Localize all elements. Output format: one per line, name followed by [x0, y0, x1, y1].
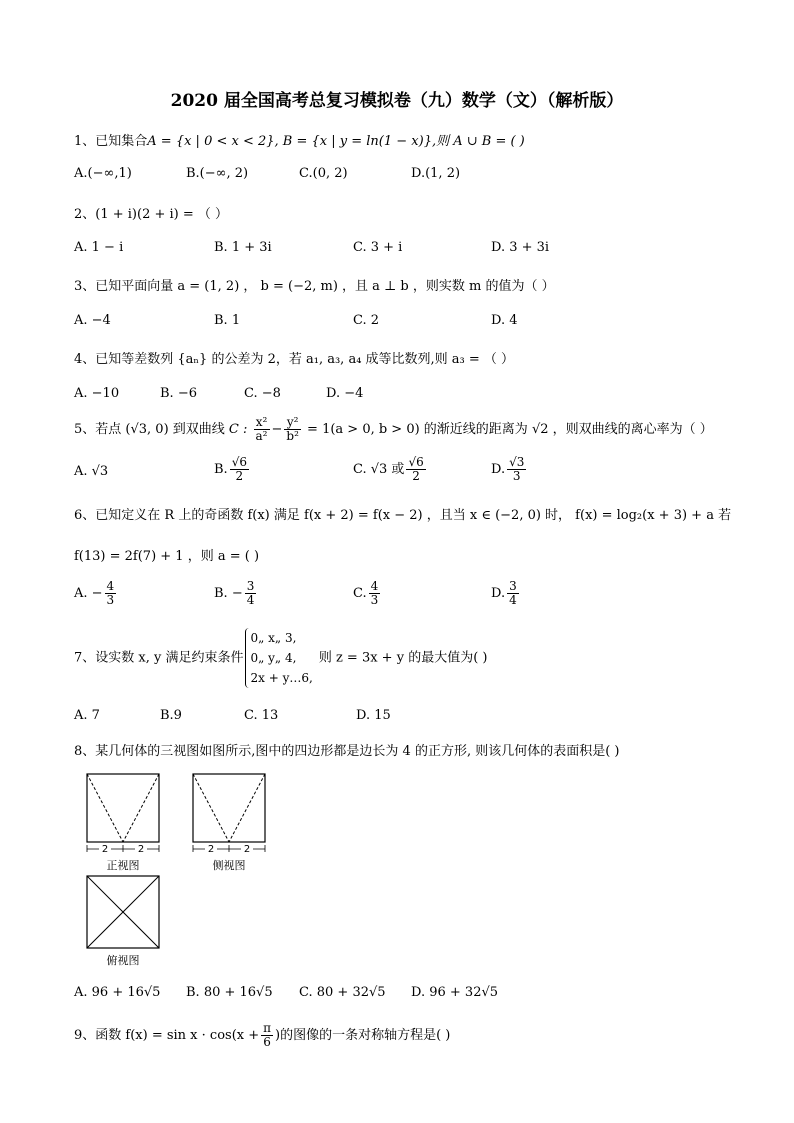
option-c-fraction: [369, 580, 381, 607]
option-d-num: √3: [509, 455, 525, 469]
side-dim-left: 2: [207, 844, 215, 852]
option-c: [353, 580, 382, 607]
question-1-prefix: 1、已知集合: [74, 134, 148, 149]
constraint-2: 0„ y„ 4,: [250, 651, 297, 665]
option-c-label: C. √3 或: [353, 462, 405, 477]
option-d: D.(1, 2): [411, 166, 461, 181]
question-5: 5、若点 (√3, 0) 到双曲线 C : $\frac{\text{x²}}{\text{a²}}$ − $\frac{\text{y²}}{\text{b²}}$ = 1(a > 0, b > 0) 的渐近线的距离为 √2 ，则双曲线的离心率为（ ）: [74, 415, 713, 443]
option-a: A. 96 + 16√5: [74, 985, 161, 1000]
option-a: A.(−∞,1): [74, 166, 132, 181]
constraint-1: 0„ x„ 3,: [250, 631, 297, 645]
front-view-diagram: [84, 772, 164, 852]
question-3: 3、已知平面向量 a = (1, 2) ， b = (−2, m) ，且 a ⊥ b ，则实数 m 的值为（ ）: [74, 279, 555, 294]
option-c: C. 3 + i: [353, 240, 403, 255]
top-view-diagram: [84, 874, 164, 950]
option-d-den: 4: [509, 593, 517, 607]
option-b-fraction: [245, 580, 257, 607]
side-view-caption: 侧视图: [212, 859, 246, 872]
option-d-num: 3: [509, 579, 517, 593]
option-b: B. 80 + 16√5: [186, 985, 273, 1000]
option-c: C.(0, 2): [299, 166, 348, 181]
option-a-label: A. −: [74, 586, 103, 601]
option-d: [491, 456, 528, 483]
option-c-num: √6: [408, 455, 424, 469]
question-9-prefix: 9、函数 f(x) = sin x · cos(x +: [74, 1028, 260, 1043]
question-5-suffix: = 1(a > 0, b > 0) 的渐近线的距离为 √2 ，则双曲线的离心率为（ ）: [307, 422, 713, 437]
option-b-label: B.: [214, 462, 228, 477]
option-b-num: √6: [231, 455, 247, 469]
y-term-num: y²: [284, 416, 301, 430]
question-6-line-2: f(13) = 2f(7) + 1 ，则 a = ( ): [74, 549, 260, 564]
question-8: 8、某几何体的三视图如图所示,图中的四边形都是边长为 4 的正方形, 则该几何体的表面积是( ): [74, 744, 620, 759]
option-a: [74, 580, 118, 607]
option-b-fraction: [230, 456, 249, 483]
x-term-num: x²: [254, 416, 270, 430]
hyperbola-label: C :: [228, 422, 248, 437]
option-b-den: 2: [235, 469, 244, 483]
option-b: B.(−∞, 2): [186, 166, 249, 181]
option-a-den: 3: [106, 593, 115, 607]
question-7: [74, 628, 487, 688]
question-2: 2、(1 + i)(2 + i) = （ ）: [74, 207, 229, 222]
question-1: [74, 130, 525, 149]
y-term-fraction: [284, 416, 301, 443]
option-b: B. −6: [160, 386, 197, 401]
option-d: D. 96 + 32√5: [411, 985, 499, 1000]
page-title: 2020 届全国高考总复习模拟卷（九）数学（文）（解析版）: [170, 91, 624, 111]
option-b: B. 1 + 3i: [214, 240, 272, 255]
option-c-label: C.: [353, 586, 367, 601]
fraction-num: π: [263, 1021, 272, 1035]
option-d: D. 3 + 3i: [491, 240, 550, 255]
front-dim-right: 2: [137, 844, 145, 852]
option-c: C. −8: [244, 386, 281, 401]
option-b-label: B. −: [214, 586, 243, 601]
question-1-math: A = {x | 0 < x < 2}, B = {x | y = ln(1 − x)},则 A ∪ B = ( ): [147, 134, 525, 149]
option-a-num: 4: [106, 579, 115, 593]
x-term-den: a²: [255, 429, 268, 443]
option-c: C. 2: [353, 313, 380, 328]
option-c: C. 80 + 32√5: [299, 985, 386, 1000]
option-d-label: D.: [491, 586, 506, 601]
option-d: D. −4: [326, 386, 364, 401]
side-view-diagram: [190, 772, 270, 852]
option-b: B.9: [160, 708, 182, 723]
option-a-fraction: [105, 580, 117, 607]
option-b: B. 1: [214, 313, 241, 328]
question-6-line-1: 6、已知定义在 R 上的奇函数 f(x) 满足 f(x + 2) = f(x − 2) ，且当 x ∈ (−2, 0) 时， f(x) = log₂(x + 3) + a 若: [74, 508, 732, 523]
option-b-num: 3: [246, 579, 255, 593]
option-a: A. √3: [74, 464, 109, 479]
y-term-den: b²: [286, 429, 299, 443]
fraction-den: 6: [263, 1035, 271, 1049]
option-c-den: 2: [412, 469, 420, 483]
option-d-den: 3: [512, 469, 521, 483]
side-dim-right: 2: [243, 844, 251, 852]
option-d-label: D.: [491, 462, 506, 477]
option-d: D. 4: [491, 313, 518, 328]
top-view-caption: 俯视图: [106, 954, 140, 967]
option-b: [214, 456, 251, 483]
constraint-system: [245, 628, 312, 688]
question-5-prefix: 5、若点 (√3, 0) 到双曲线: [74, 422, 225, 437]
option-d: D. 15: [356, 708, 391, 723]
constraint-3: 2x + y…6,: [250, 671, 313, 685]
option-a: A. 7: [74, 708, 100, 723]
option-c: C. 13: [244, 708, 279, 723]
option-c-den: 3: [370, 593, 379, 607]
option-c: [353, 456, 428, 483]
option-d-fraction: [507, 580, 519, 607]
question-9-suffix: )的图像的一条对称轴方程是( ): [275, 1028, 451, 1043]
option-a: A. 1 − i: [74, 240, 124, 255]
option-d: [491, 580, 521, 607]
option-c-num: 4: [370, 579, 379, 593]
x-term-fraction: [254, 416, 270, 443]
front-view-caption: 正视图: [106, 859, 140, 872]
option-d-fraction: [507, 456, 526, 483]
option-b-den: 4: [246, 593, 255, 607]
question-4: 4、已知等差数列 {aₙ} 的公差为 2，若 a₁, a₃, a₄ 成等比数列,则 a₃ = （ ）: [74, 352, 515, 367]
option-c-fraction: [406, 456, 425, 483]
option-a: A. −10: [74, 386, 120, 401]
option-b: [214, 580, 258, 607]
question-7-suffix: 则 z = 3x + y 的最大值为( ): [318, 650, 488, 666]
question-9: [74, 1022, 450, 1049]
front-dim-left: 2: [101, 844, 109, 852]
pi-over-6-fraction: [261, 1022, 273, 1049]
question-7-prefix: 7、设实数 x, y 满足约束条件: [74, 650, 244, 666]
option-a: A. −4: [74, 313, 111, 328]
